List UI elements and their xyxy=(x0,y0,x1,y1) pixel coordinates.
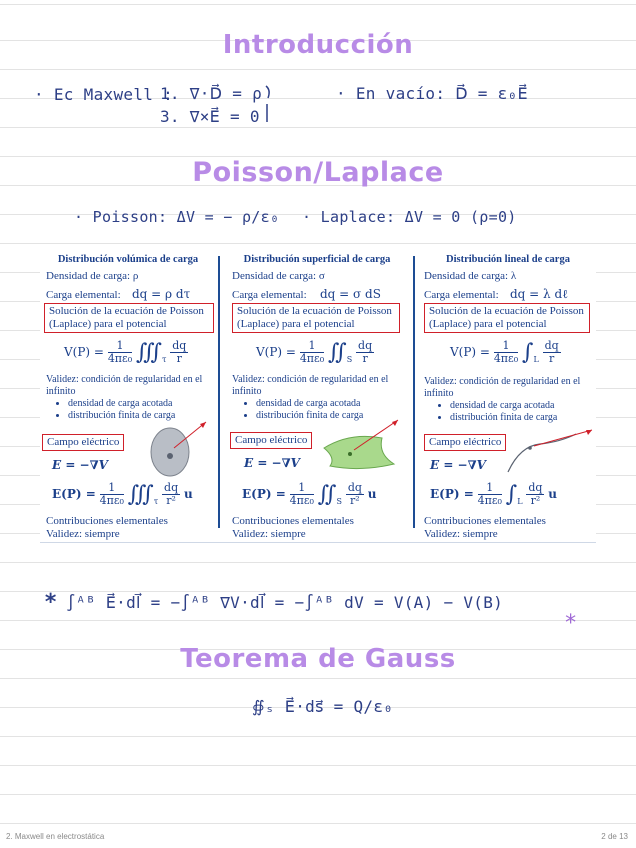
coef-num: 1 xyxy=(300,340,324,353)
integrand-den: r xyxy=(549,352,555,365)
integrand-den: r² xyxy=(350,494,360,507)
line-integral-eq: ∫ᴬᴮ E⃗·dl⃗ = −∫ᴬᴮ ∇V·dl⃗ = −∫ᴬᴮ dV = V(A) − V(B) xyxy=(66,593,504,612)
bullet-item: • densidad de carga acotada xyxy=(450,400,557,412)
potential-formula xyxy=(64,340,188,365)
integrand-den: r xyxy=(362,352,368,365)
density-label: Densidad de carga: ρ xyxy=(46,270,139,282)
gauss-eq: ∯ₛ E⃗·ds⃗ = Q/ε₀ xyxy=(252,697,394,716)
potential-lhs: V(P) = xyxy=(256,345,296,359)
integral-sign: ∭ xyxy=(127,482,154,507)
integral-domain: S xyxy=(336,497,342,506)
poisson-box-line-2: (Laplace) para el potencial xyxy=(237,318,355,330)
column-separator xyxy=(218,256,220,528)
surface-sketch xyxy=(320,414,408,474)
maxwell-eq-1: 1. ∇·D⃗ = ρ xyxy=(160,84,263,103)
integrand-num: dq xyxy=(358,339,373,352)
bullet-item: • densidad de carga acotada xyxy=(68,398,175,410)
poisson-box xyxy=(232,303,400,333)
unit-vector: u xyxy=(367,487,377,501)
integral-domain: τ xyxy=(153,497,159,506)
field-lhs: E(P) = xyxy=(242,487,286,501)
potential-formula xyxy=(256,340,374,365)
unit-vector: u xyxy=(548,487,558,501)
field-formula xyxy=(430,482,557,507)
integrand-num: dq xyxy=(528,481,543,494)
integral-domain: τ xyxy=(162,355,167,364)
heading-teorema-gauss: Teorema de Gauss xyxy=(180,644,456,674)
validity-line-1: Validez: condición de regularidad en el xyxy=(424,376,581,387)
maxwell-label: · Ec Maxwell : xyxy=(34,85,174,104)
elemental-label: Carga elemental: xyxy=(232,289,307,301)
coef-den: 4πε₀ xyxy=(477,494,502,507)
always-label: Validez: siempre xyxy=(232,528,306,540)
elemental-eq: dq = λ dℓ xyxy=(510,287,568,301)
bullet-item: • distribución finita de carga xyxy=(256,410,363,422)
field-lhs: E(P) = xyxy=(430,487,474,501)
vacuum-note: · En vacío: D⃗ = ε₀E⃗ xyxy=(336,84,528,103)
volume-sketch xyxy=(144,416,216,478)
contrib-label: Contribuciones elementales xyxy=(232,515,354,527)
validity-line-2: infinito xyxy=(424,388,454,399)
density-label: Densidad de carga: λ xyxy=(424,270,517,282)
footer-chapter: 2. Maxwell en electrostática xyxy=(6,832,105,841)
laplace-note: · Laplace: ΔV = 0 (ρ=0) xyxy=(302,208,517,226)
distribution-panel xyxy=(40,250,596,543)
poisson-box xyxy=(44,303,214,333)
integral-sign: ∫ xyxy=(521,340,534,365)
coef-den: 4πε₀ xyxy=(107,352,133,365)
field-formula xyxy=(52,482,193,507)
field-lhs: E(P) = xyxy=(52,487,96,501)
bullet-item: • densidad de carga acotada xyxy=(256,398,363,410)
elemental-eq: dq = σ dS xyxy=(320,287,381,301)
coef-num: 1 xyxy=(478,482,502,495)
integrand xyxy=(526,482,544,507)
elemental-label: Carga elemental: xyxy=(424,289,499,301)
maxwell-eq-3: 3. ∇×E⃗ = 0 xyxy=(160,107,260,126)
coef-num: 1 xyxy=(494,340,518,353)
contrib-label: Contribuciones elementales xyxy=(46,515,168,527)
integral-domain: L xyxy=(533,355,539,364)
field-formula xyxy=(242,482,376,507)
potential-lhs: V(P) = xyxy=(450,345,490,359)
heading-poisson-laplace: Poisson/Laplace xyxy=(192,157,444,188)
bullet-item: • distribución finita de carga xyxy=(68,410,175,422)
elemental-label: Carga elemental: xyxy=(46,289,121,301)
coef-den: 4πε₀ xyxy=(289,494,314,507)
validity-line-1: Validez: condición de regularidad en el xyxy=(46,374,203,385)
density-label: Densidad de carga: σ xyxy=(232,270,325,282)
coef-den: 4πε₀ xyxy=(299,352,325,365)
integral-sign: ∬ xyxy=(317,482,337,507)
coef-num: 1 xyxy=(108,340,132,353)
poisson-note: · Poisson: ΔV = − ρ/ε₀ xyxy=(74,208,280,226)
integrand-num: dq xyxy=(544,339,559,352)
integrand xyxy=(170,340,188,365)
gradient-eq: E = −∇V xyxy=(244,456,300,470)
coef-num: 1 xyxy=(290,482,314,495)
field-box: Campo eléctrico xyxy=(230,432,312,449)
integrand xyxy=(346,482,364,507)
poisson-box xyxy=(424,303,590,333)
coef-num: 1 xyxy=(100,482,124,495)
always-label: Validez: siempre xyxy=(46,528,120,540)
integrand-den: r² xyxy=(166,494,176,507)
poisson-box-line-2: (Laplace) para el potencial xyxy=(429,318,547,330)
integral-domain: L xyxy=(517,497,523,506)
integrand-num: dq xyxy=(347,481,362,494)
gradient-eq: E = −∇V xyxy=(52,458,108,472)
column-title: Distribución superficial de carga xyxy=(243,254,391,265)
unit-vector: u xyxy=(183,487,193,501)
integrand-num: dq xyxy=(172,339,187,352)
coefficient xyxy=(300,340,324,365)
always-label: Validez: siempre xyxy=(424,528,498,540)
elemental-eq: dq = ρ dτ xyxy=(132,287,191,301)
integral-sign: ∫ xyxy=(505,482,518,507)
validity-line-2: infinito xyxy=(232,386,262,397)
coefficient xyxy=(478,482,502,507)
integral-sign: ∭ xyxy=(135,340,162,365)
coefficient xyxy=(100,482,124,507)
star-mark-left: * xyxy=(44,590,58,615)
footer-page-number: 2 de 13 xyxy=(601,832,628,841)
column-separator xyxy=(413,256,415,528)
coef-den: 4πε₀ xyxy=(493,352,519,365)
integrand-den: r xyxy=(176,352,182,365)
gradient-eq: E = −∇V xyxy=(430,458,486,472)
integrand xyxy=(162,482,180,507)
integral-sign: ∬ xyxy=(327,340,347,365)
bullet-item: • distribución finita de carga xyxy=(450,412,557,424)
potential-lhs: V(P) = xyxy=(64,345,104,359)
contrib-label: Contribuciones elementales xyxy=(424,515,546,527)
line-sketch xyxy=(506,420,596,476)
column-surface xyxy=(224,250,410,540)
integral-domain: S xyxy=(346,355,353,364)
column-linear xyxy=(420,250,596,540)
coefficient xyxy=(494,340,518,365)
poisson-box-line-2: (Laplace) para el potencial xyxy=(49,318,167,330)
integrand-den: r² xyxy=(530,494,541,507)
column-volumic xyxy=(40,250,216,540)
integrand-num: dq xyxy=(164,481,179,494)
poisson-box-line-1: Solución de la ecuación de Poisson xyxy=(237,305,392,317)
coef-den: 4πε₀ xyxy=(99,494,124,507)
validity-line-1: Validez: condición de regularidad en el xyxy=(232,374,389,385)
coefficient xyxy=(108,340,132,365)
field-box: Campo eléctrico xyxy=(424,434,506,451)
brace-mark xyxy=(262,84,276,124)
heading-introduccion: Introducción xyxy=(222,30,414,60)
coefficient xyxy=(290,482,314,507)
potential-formula xyxy=(450,340,561,365)
validity-line-2: infinito xyxy=(46,386,76,397)
column-title: Distribución volúmica de carga xyxy=(57,254,199,265)
integrand xyxy=(543,340,561,365)
poisson-box-line-1: Solución de la ecuación de Poisson xyxy=(429,305,584,317)
poisson-box-line-1: Solución de la ecuación de Poisson xyxy=(49,305,204,317)
column-title: Distribución lineal de carga xyxy=(446,254,570,265)
field-box: Campo eléctrico xyxy=(42,434,124,451)
integrand xyxy=(356,340,374,365)
star-mark-right: * xyxy=(564,611,578,636)
